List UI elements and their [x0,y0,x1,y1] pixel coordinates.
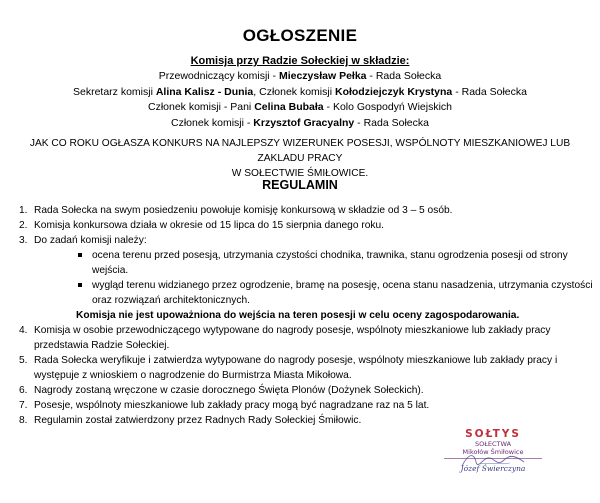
handwritten-signature [458,448,528,472]
regulations-list [0,203,600,428]
stamp-line: Mikołów Śmiłowice [462,448,524,456]
rule-item [0,203,590,218]
member-name: Celina Bubała [254,101,324,113]
rule-text: Nagrody zostaną wręczone w czasie dorocznego Święta Plonów (Dożynek Sołeckich). [34,385,424,396]
rules-group-b [0,323,600,428]
task-item [0,278,594,308]
regulations-title: REGULAMIN [262,178,338,192]
rule-text: Posesje, wspólnoty mieszkaniowe lub zakłady pracy mogą być nagradzane raz na 5 lat. [34,400,430,411]
announcement-line: W SOŁECTWIE ŚMIŁOWICE. [231,168,369,179]
rule-text: Komisja w osobie przewodniczącego wytypowane do nagrody posesje, wspólnoty mieszkaniowe lub zakłady pracy [34,325,551,336]
rule-number: 7. [19,400,28,411]
rule-item [0,353,590,383]
rule-item [0,398,590,413]
member-role-text: - Rada Sołecka [354,116,429,129]
rule-number: 8. [19,415,28,426]
bullet-square-icon [78,283,82,287]
contest-announcement [10,136,590,181]
rule-text: występuje z wnioskiem o nagrodzenie do Burmistrza Miasta Mikołowa. [34,370,352,381]
committee-heading: Komisja przy Radzie Sołeckiej w składzie: [190,55,410,67]
rule-notice: Komisja nie jest upoważniona do wejścia na teren posesji w celu oceny zagospodarowania. [76,310,520,321]
member-role-text: Członek komisji - [171,116,254,129]
rule-number: 4. [19,325,28,336]
page-title: OGŁOSZENIE [242,26,358,45]
committee-member-line [0,85,600,101]
task-text: wygląd terenu widzianego przez ogrodzenie, bramę na posesję, ocena stanu nasadzenia, utrzymania czystości [92,280,593,291]
member-role-text: , Członek komisji [253,85,335,98]
member-name: Alina Kalisz - Dunia [155,85,254,98]
member-role-text: - Rada Sołecka [366,70,442,82]
committee-member-line [0,116,600,132]
member-role-text: Przewodniczący komisji - [158,70,279,82]
rule-text: Rada Sołecka weryfikuje i zatwierdza wytypowane do nagrody posesje, wspólnoty mieszkaniowe lub zakłady pracy i [34,355,558,366]
rule-item [0,323,590,353]
committee-member-line [0,100,600,116]
rule-item [0,233,590,248]
stamp-name: Józef Świerczyna [460,464,526,473]
rule-number: 6. [19,385,28,396]
member-role-text: Członek komisji - Pani [147,101,255,113]
rule-text: Regulamin został zatwierdzony przez Radnych Rady Sołeckiej Śmiłowic. [34,415,362,426]
rule-number: 2. [19,220,28,231]
task-item [0,248,594,278]
rule-item [0,218,590,233]
task-text: wejścia. [92,265,129,276]
rule-text: przedstawia Radzie Sołeckiej. [34,340,170,351]
committee-members [0,69,600,131]
committee-tasks [0,248,600,308]
rule-number: 3. [19,235,28,246]
task-text: ocena terenu przed posesją, utrzymania czystości chodnika, trawnika, stanu ogrodzenia posesji od strony [92,250,568,261]
task-text: oraz rozwiązań architektonicznych. [92,295,250,306]
member-role-text: - Rada Sołecka [452,85,527,98]
rule-item [0,413,590,428]
rule-number: 1. [19,205,28,216]
member-name: Kołodziejczyk Krystyna [334,85,453,98]
member-name: Krzysztof Gracyalny [253,116,355,129]
bullet-square-icon [78,253,82,257]
rule-text: Do zadań komisji należy: [34,235,147,246]
announcement-line: JAK CO ROKU OGŁASZA KONKURS NA NAJLEPSZY WIZERUNEK POSESJI, WSPÓLNOTY MIESZKANIOWEJ LUB ZAKLADU PRACY [29,138,571,164]
member-role-text: Sekretarz komisji [72,85,156,98]
rules-group-a [0,203,600,248]
rule-item [0,383,590,398]
committee-member-line [0,69,600,85]
committee-section [0,54,600,131]
stamp-line: SOŁECTWA [474,440,512,448]
rule-text: Komisja konkursowa działa w okresie od 15 lipca do 15 sierpnia danego roku. [34,220,384,231]
rule-text: Rada Sołecka na swym posiedzeniu powołuje komisję konkursową w składzie od 3 – 5 osób. [34,205,453,216]
stamp-title: SOŁTYS [465,428,521,440]
rule-number: 5. [19,355,28,366]
member-name: Mieczysław Pełka [278,70,367,82]
member-role-text: - Kolo Gospodyń Wiejskich [323,101,453,113]
